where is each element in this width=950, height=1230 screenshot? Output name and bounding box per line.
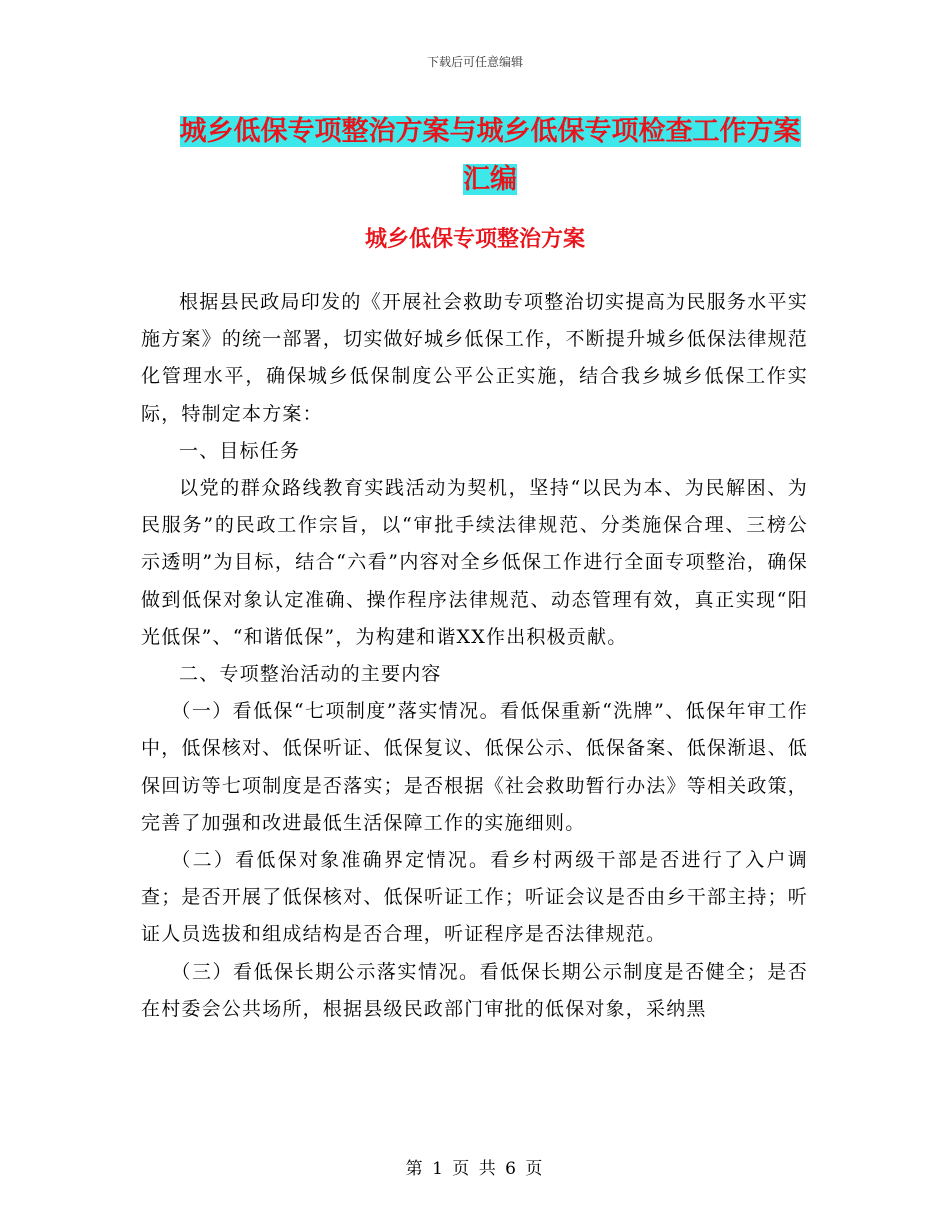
document-body — [141, 284, 808, 1028]
paragraph-intro: 根据县民政局印发的《开展社会救助专项整治切实提高为民服务水平实施方案》的统一部署，切实做好城乡低保工作，不断提升城乡低保法律规范化管理水平，确保城乡低保制度公平公正实施，结合我乡城乡低保工作实际，特制定本方案： — [141, 291, 808, 425]
page-footer: 第 1 页 共 6 页 — [405, 1159, 545, 1179]
header-note: 下载后可任意编辑 — [426, 55, 523, 69]
section-title: 城乡低保专项整治方案 — [364, 227, 585, 252]
document-title-line1: 城乡低保专项整治方案与城乡低保专项检查工作方案 — [179, 116, 801, 147]
heading-main-content: 二、专项整治活动的主要内容 — [179, 663, 442, 686]
paragraph-objectives: 以党的群众路线教育实践活动为契机，坚持“以民为本、为民解困、为民服务”的民政工作宗旨，以“审批手续法律规范、分类施保合理、三榜公示透明”为目标，结合“六看”内容对全乡低保工作进行全面专项整治，确保做到低保对象认定准确、操作程序法律规范、动态管理有效，真正实现“阳光低保”、“和谐低保”，为构建和谐XX作出积极贡献。 — [141, 477, 808, 648]
paragraph-item-2: （二）看低保对象准确界定情况。看乡村两级干部是否进行了入户调查；是否开展了低保核对、低保听证工作；听证会议是否由乡干部主持；听证人员选拔和组成结构是否合理，听证程序是否法律规范。 — [141, 849, 808, 946]
paragraph-item-3: （三）看低保长期公示落实情况。看低保长期公示制度是否健全；是否在村委会公共场所，根据县级民政部门审批的低保对象，采纳黑 — [141, 960, 808, 1020]
paragraph-item-1: （一）看低保“七项制度”落实情况。看低保重新“洗牌”、低保年审工作中，低保核对、低保听证、低保复议、低保公示、低保备案、低保渐退、低保回访等七项制度是否落实；是否根据《社会救助暂行办法》等相关政策，完善了加强和改进最低生活保障工作的实施细则。 — [141, 700, 808, 834]
document-title-line2: 汇编 — [463, 164, 517, 195]
document-title — [140, 108, 840, 204]
heading-objectives: 一、目标任务 — [179, 439, 301, 462]
